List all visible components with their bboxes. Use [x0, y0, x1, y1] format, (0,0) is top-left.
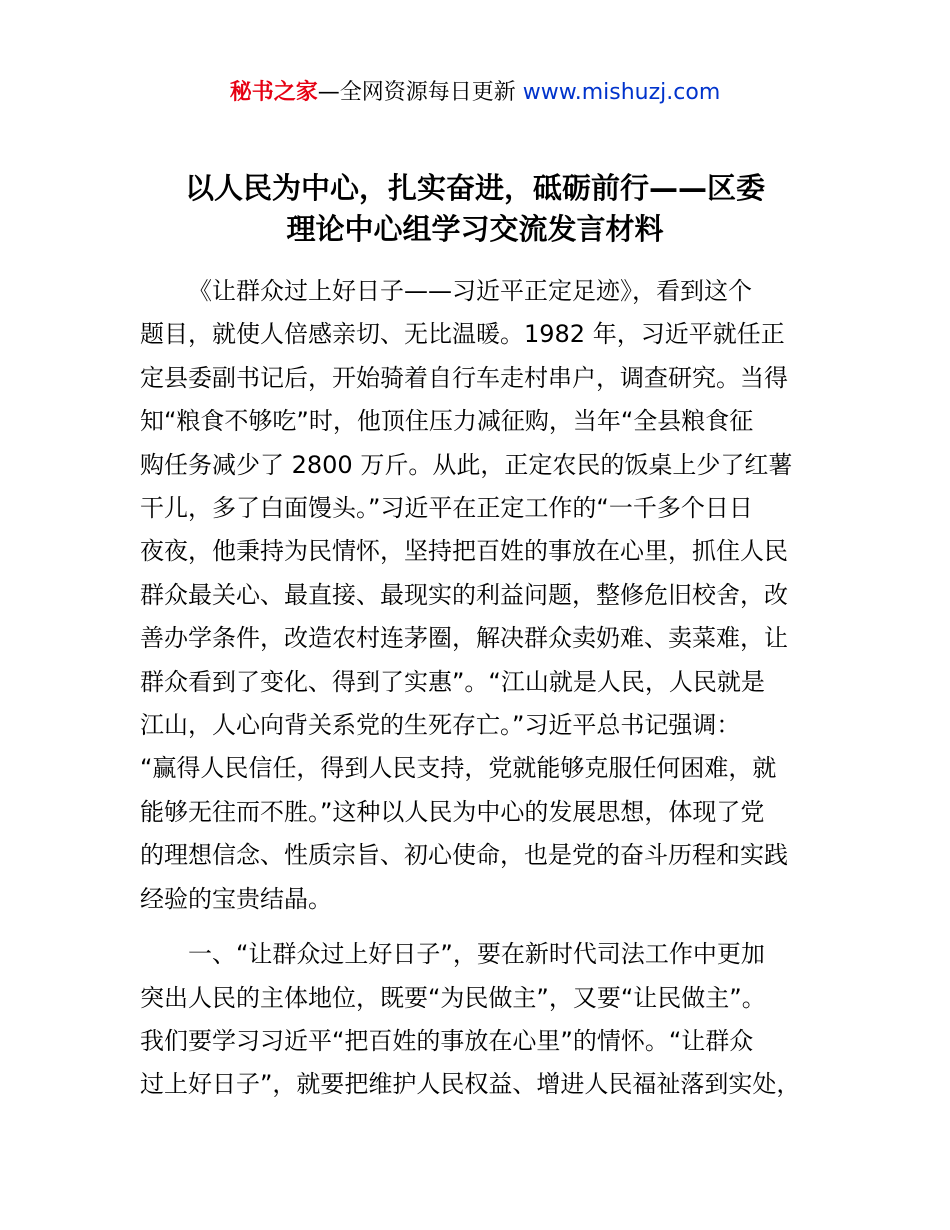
text-line: 购任务减少了 2800 万斤。从此，正定农民的饭桌上少了红薯 — [140, 450, 793, 479]
text-line: 突出人民的主体地位，既要“为民做主”，又要“让民做主”。 — [140, 983, 766, 1012]
text-line: 群众看到了变化、得到了实惠”。“江山就是人民，人民就是 — [140, 667, 765, 696]
text-line: 善办学条件，改造农村连茅圈，解决群众卖奶难、卖菜难，让 — [140, 624, 788, 653]
header-tagline: —全网资源每日更新 — [317, 80, 516, 105]
text-line: 江山，人心向背关系党的生死存亡。”习近平总书记强调： — [140, 711, 741, 740]
header-site-link[interactable]: www.mishuzj.com — [522, 80, 721, 105]
text-line: 过上好日子”，就要把维护人民权益、增进人民福祉落到实处， — [140, 1070, 801, 1099]
text-line: 一、“让群众过上好日子”，要在新时代司法工作中更加 — [188, 940, 765, 969]
title-line: 以人民为中心，扎实奋进，砥砺前行——区委 — [184, 171, 765, 205]
document-title — [100, 168, 850, 250]
text-line: 的理想信念、性质宗旨、初心使命，也是党的奋斗历程和实践 — [140, 841, 788, 870]
text-line: 定县委副书记后，开始骑着自行车走村串户，调查研究。当得 — [140, 363, 788, 392]
text-line: 群众最关心、最直接、最现实的利益问题，整修危旧校舍，改 — [140, 580, 788, 609]
paragraph-section-one — [140, 933, 812, 1107]
paragraph-gap — [140, 921, 812, 933]
text-line: 经验的宝贵结晶。 — [140, 884, 332, 913]
text-line: 知“粮食不够吃”时，他顶住压力减征购，当年“全县粮食征 — [140, 407, 754, 436]
page-header — [0, 78, 950, 108]
title-line: 理论中心组学习交流发言材料 — [286, 212, 664, 246]
text-line: 题目，就使人倍感亲切、无比温暖。1982 年，习近平就任正 — [140, 320, 785, 349]
text-line: 我们要学习习近平“把百姓的事放在心里”的情怀。“让群众 — [140, 1026, 754, 1055]
text-line: “赢得人民信任，得到人民支持，党就能够克服任何困难，就 — [140, 754, 777, 783]
document-body — [140, 270, 812, 1107]
text-line: 《让群众过上好日子——习近平正定足迹》，看到这个 — [188, 277, 752, 305]
text-line: 干儿，多了白面馒头。”习近平在正定工作的“一千多个日日 — [140, 494, 753, 523]
text-line: 能够无往而不胜。”这种以人民为中心的发展思想，体现了党 — [140, 797, 765, 826]
header-brand: 秘书之家 — [229, 80, 318, 105]
text-line: 夜夜，他秉持为民情怀，坚持把百姓的事放在心里，抓住人民 — [140, 537, 788, 566]
paragraph-intro — [140, 270, 812, 921]
